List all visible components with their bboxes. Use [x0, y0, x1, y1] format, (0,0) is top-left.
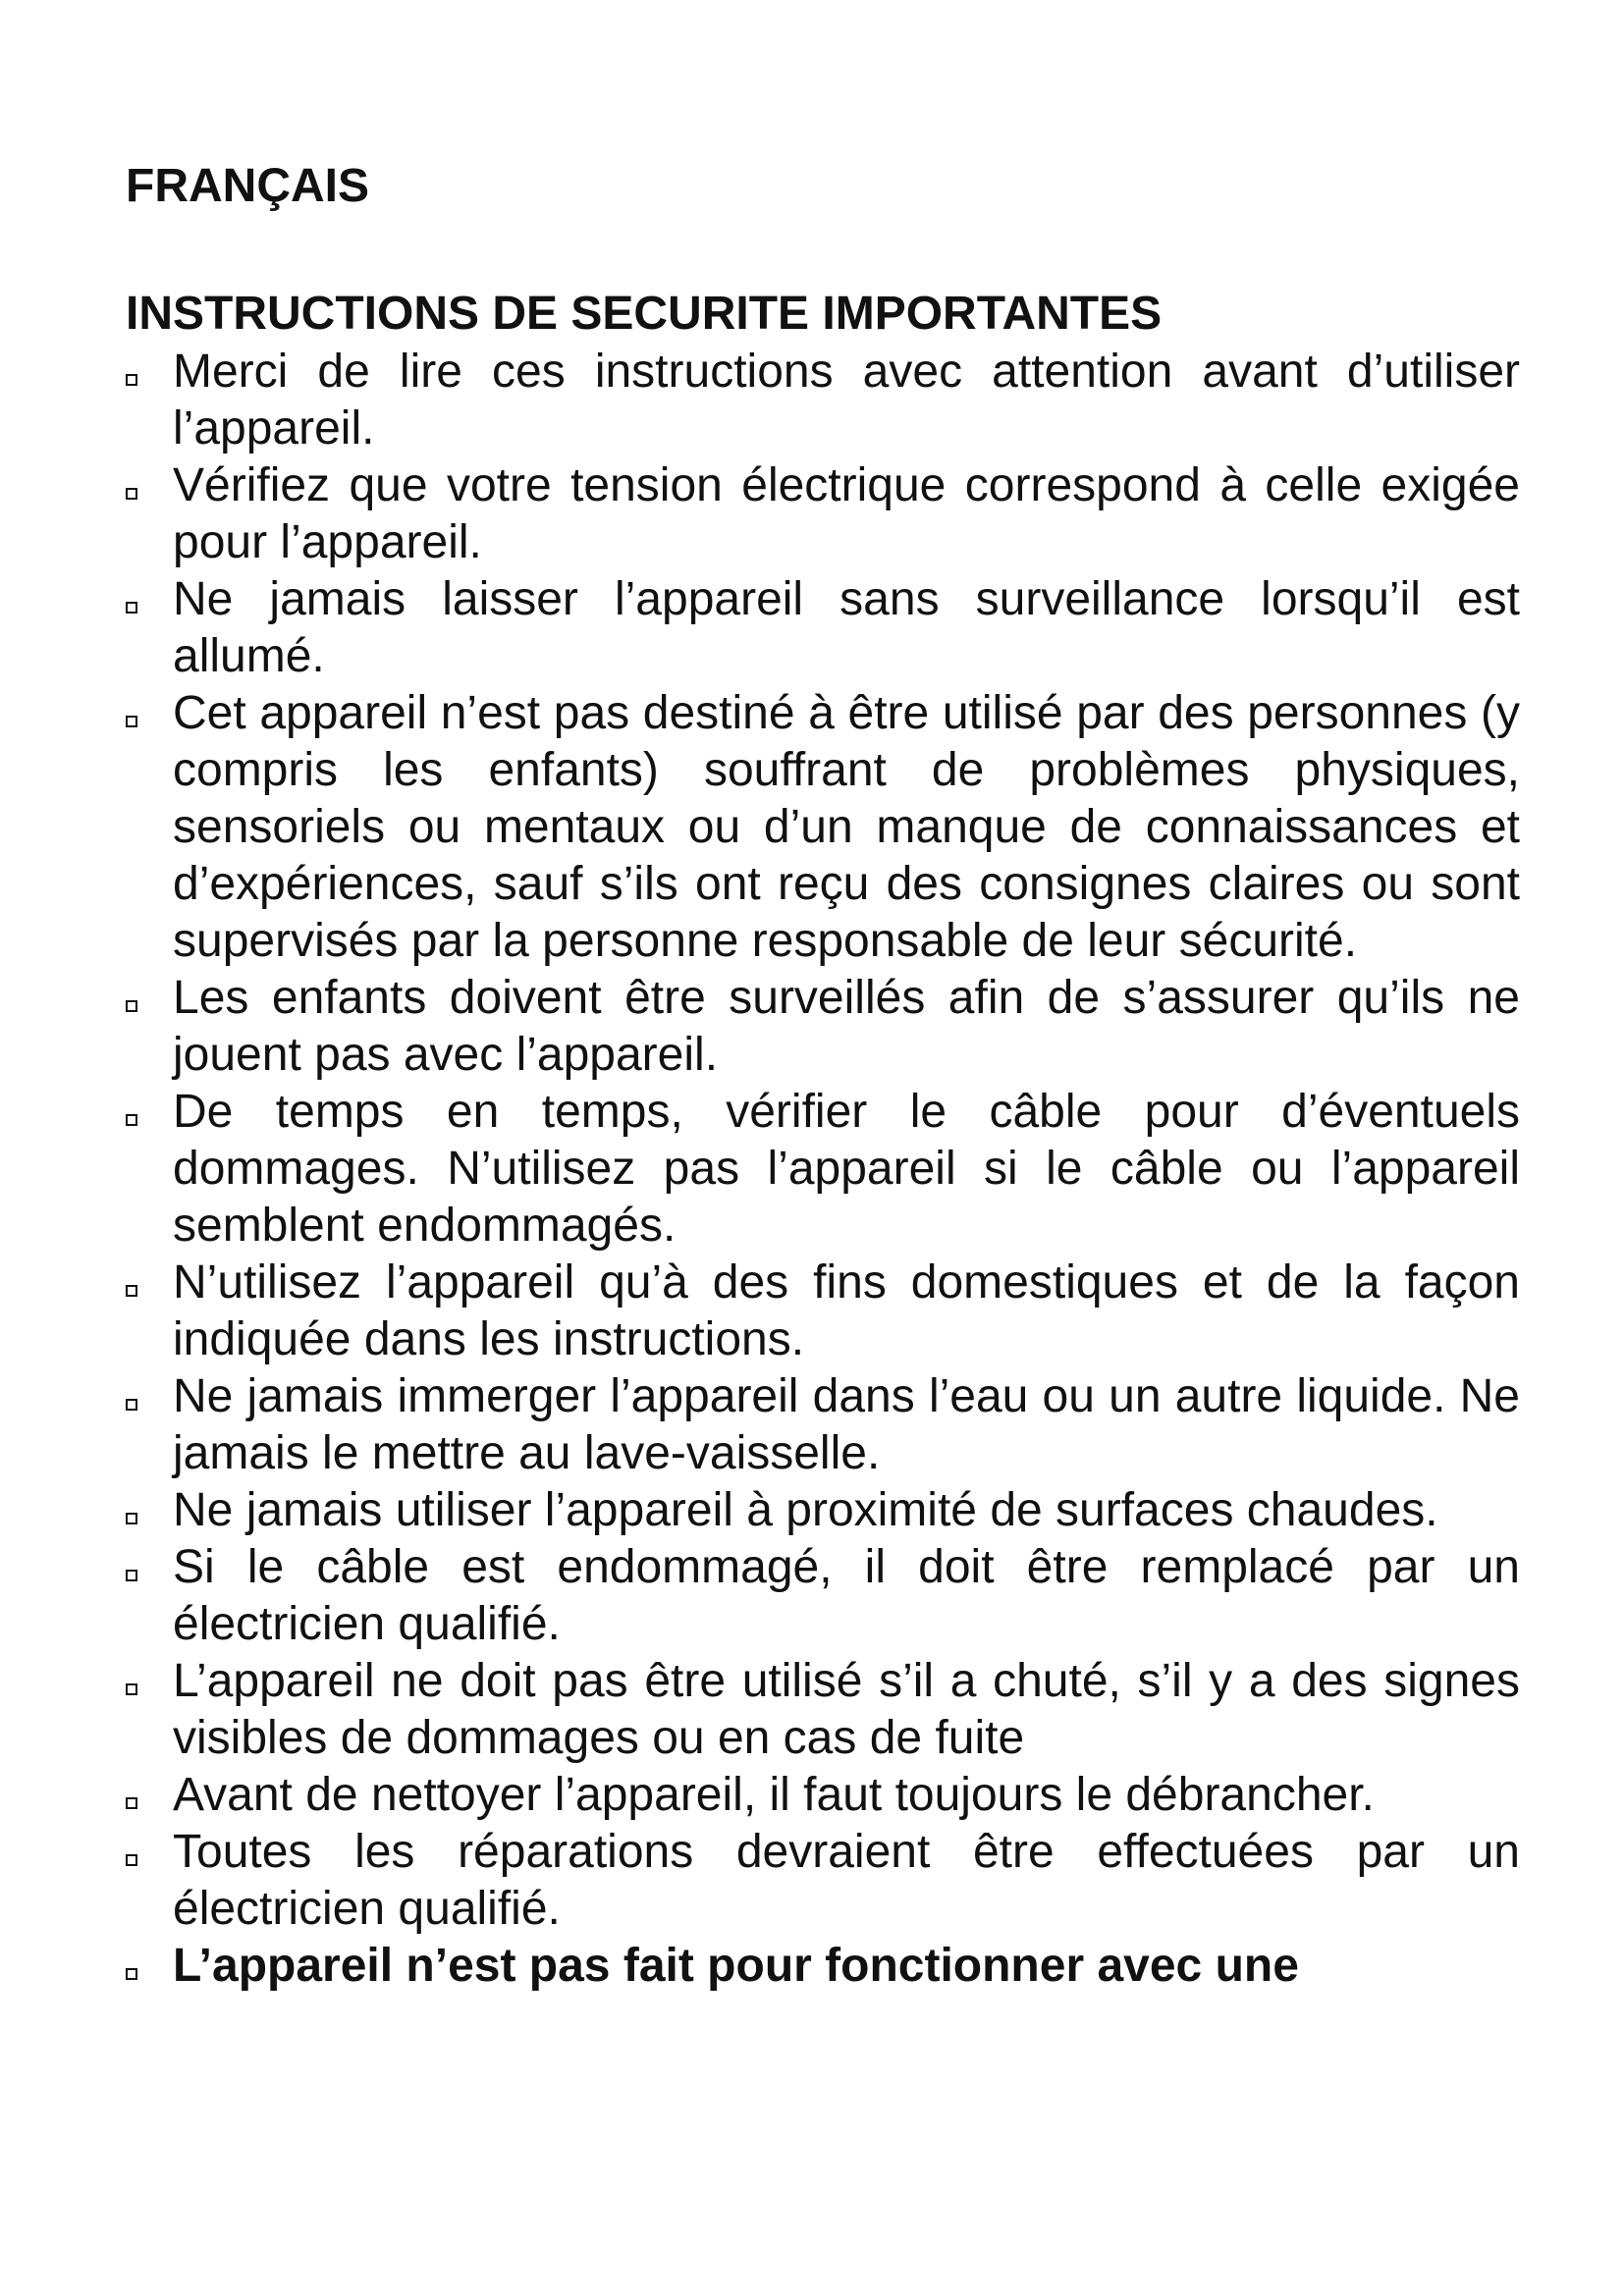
list-item — [126, 1824, 1520, 1938]
list-item-text: Merci de lire ces instructions avec attention avant d’utiliser l’appareil. — [173, 346, 1520, 454]
list-item-text: Ne jamais utiliser l’appareil à proximité de surfaces chaudes. — [173, 1484, 1438, 1536]
list-item — [126, 970, 1520, 1084]
safety-heading: INSTRUCTIONS DE SECURITE IMPORTANTES — [126, 288, 1163, 340]
list-item-text: Ne jamais immerger l’appareil dans l’eau ou un autre liquide. Ne jamais le mettre au lave-vaisselle. — [173, 1370, 1520, 1479]
checkbox-bullet-icon — [126, 1513, 137, 1524]
list-item-text: L’appareil n’est pas fait pour fonctionner avec une — [173, 1940, 1299, 1992]
list-item-text: Cet appareil n’est pas destiné à être utilisé par des personnes (y compris les enfants) souffrant de problèmes physiques, sensoriels ou mentaux ou d’un manque de connaissances et d’expériences, sauf s’ils ont reçu des consignes claires ou sont supervisés par la personne responsable de leur sécurité. — [173, 687, 1520, 967]
list-item — [126, 1767, 1520, 1824]
list-item — [126, 571, 1520, 685]
language-label: FRANÇAIS — [126, 160, 369, 212]
checkbox-bullet-icon — [126, 374, 137, 386]
list-item-text: N’utilisez l’appareil qu’à des fins domestiques et de la façon indiquée dans les instructions. — [173, 1256, 1520, 1365]
list-item — [126, 1482, 1520, 1539]
checkbox-bullet-icon — [126, 1683, 137, 1695]
document-page — [126, 157, 1520, 1995]
checkbox-bullet-icon — [126, 716, 137, 727]
safety-instructions-list — [126, 344, 1520, 1995]
list-item — [126, 1653, 1520, 1767]
checkbox-bullet-icon — [126, 1285, 137, 1297]
checkbox-bullet-icon — [126, 1399, 137, 1411]
checkbox-bullet-icon — [126, 1114, 137, 1126]
list-item-text: Avant de nettoyer l’appareil, il faut toujours le débrancher. — [173, 1769, 1375, 1821]
list-item — [126, 685, 1520, 970]
checkbox-bullet-icon — [126, 1000, 137, 1012]
list-item — [126, 1255, 1520, 1368]
list-item — [126, 1938, 1520, 1995]
list-item-text: Toutes les réparations devraient être effectuées par un électricien qualifié. — [173, 1826, 1520, 1935]
list-item-text: Ne jamais laisser l’appareil sans surveillance lorsqu’il est allumé. — [173, 573, 1520, 682]
list-item — [126, 1084, 1520, 1255]
list-item-text: Si le câble est endommagé, il doit être remplacé par un électricien qualifié. — [173, 1541, 1520, 1650]
list-item — [126, 1368, 1520, 1482]
list-item-text: De temps en temps, vérifier le câble pour d’éventuels dommages. N’utilisez pas l’appareil si le câble ou l’appareil semblent endommagés. — [173, 1086, 1520, 1252]
list-item-text: Les enfants doivent être surveillés afin de s’assurer qu’ils ne jouent pas avec l’appareil. — [173, 972, 1520, 1081]
checkbox-bullet-icon — [126, 602, 137, 614]
checkbox-bullet-icon — [126, 1570, 137, 1581]
list-item-text: Vérifiez que votre tension électrique correspond à celle exigée pour l’appareil. — [173, 459, 1520, 568]
checkbox-bullet-icon — [126, 1968, 137, 1980]
list-item-text: L’appareil ne doit pas être utilisé s’il a chuté, s’il y a des signes visibles de dommages ou en cas de fuite — [173, 1655, 1520, 1764]
list-item — [126, 344, 1520, 457]
list-item — [126, 457, 1520, 571]
list-item — [126, 1539, 1520, 1653]
checkbox-bullet-icon — [126, 488, 137, 500]
checkbox-bullet-icon — [126, 1797, 137, 1809]
checkbox-bullet-icon — [126, 1854, 137, 1866]
